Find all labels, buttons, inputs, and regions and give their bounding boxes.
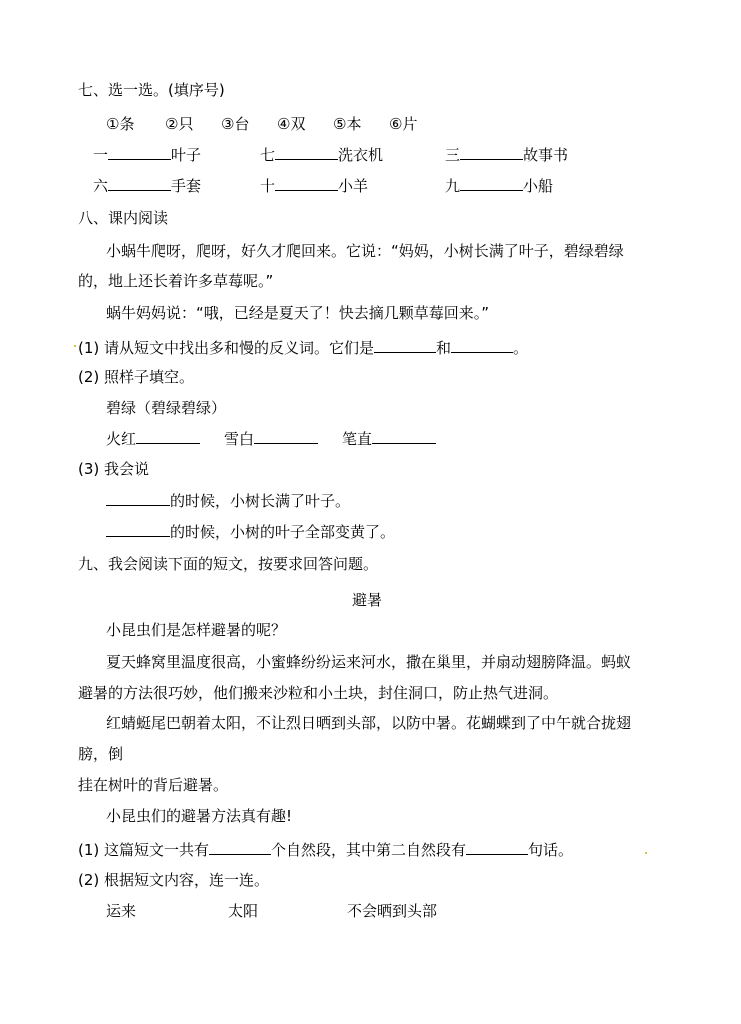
answer-blank[interactable] bbox=[108, 175, 171, 191]
answer-blank[interactable] bbox=[209, 839, 271, 855]
measure-item: 七 洗衣机 bbox=[260, 146, 384, 164]
answer-blank[interactable] bbox=[451, 337, 513, 353]
option-3: ③台 bbox=[221, 115, 250, 133]
answer-blank[interactable] bbox=[136, 428, 200, 444]
answer-blank[interactable] bbox=[460, 175, 523, 191]
answer-blank[interactable] bbox=[460, 144, 523, 160]
answer-blank[interactable] bbox=[275, 175, 338, 191]
question-9-2-title: (2) 根据短文内容，连一连。 bbox=[78, 871, 270, 889]
article-paragraph: 膀，倒 bbox=[78, 745, 124, 763]
section8-title: 八、课内阅读 bbox=[78, 209, 169, 227]
measure-item: 三 故事书 bbox=[445, 146, 569, 164]
article-title: 避暑 bbox=[352, 591, 383, 609]
answer-blank[interactable] bbox=[372, 428, 436, 444]
answer-blank[interactable] bbox=[106, 490, 170, 506]
answer-blank[interactable] bbox=[108, 144, 171, 160]
option-4: ④双 bbox=[277, 115, 306, 133]
sentence-fill: 的时候，小树的叶子全部变黄了。 bbox=[106, 521, 395, 542]
article-paragraph: 夏天蜂窝里温度很高，小蜜蜂纷纷运来河水，撒在巢里，并扇动翅膀降温。蚂蚁 bbox=[106, 653, 632, 671]
match-item[interactable]: 太阳 bbox=[228, 902, 259, 920]
article-paragraph: 小昆虫们是怎样避暑的呢？ bbox=[106, 621, 287, 639]
article-paragraph: 小昆虫们的避暑方法真有趣! bbox=[106, 807, 293, 825]
section7-title: 七、选一选。(填序号) bbox=[78, 81, 225, 99]
measure-item: 十 小羊 bbox=[260, 177, 369, 195]
article-paragraph: 红蜻蜓尾巴朝着太阳，不让烈日晒到头部，以防中暑。花蝴蝶到了中午就合拢翅 bbox=[106, 714, 632, 732]
question-8-2-title: (2) 照样子填空。 bbox=[78, 368, 195, 386]
question-8-3-title: (3) 我会说 bbox=[78, 460, 150, 478]
article-paragraph: 避暑的方法很巧妙，他们搬来沙粒和小土块，封住洞口，防止热气进洞。 bbox=[78, 684, 559, 702]
example-text: 碧绿（碧绿碧绿） bbox=[106, 399, 227, 417]
reading-paragraph: 小蜗牛爬呀，爬呀，好久才爬回来。它说：“妈妈，小树长满了叶子，碧绿碧绿 bbox=[106, 242, 624, 260]
fill-row: 火红 雪白 笔直 bbox=[106, 428, 436, 449]
reading-paragraph: 的，地上还长着许多草莓呢。” bbox=[78, 272, 274, 290]
measure-item: 六 手套 bbox=[93, 177, 202, 195]
reading-paragraph: 蜗牛妈妈说：“哦，已经是夏天了！快去摘几颗草莓回来。” bbox=[106, 304, 490, 322]
stray-mark bbox=[645, 852, 647, 854]
section9-title: 九、我会阅读下面的短文，按要求回答问题。 bbox=[78, 555, 379, 573]
option-5: ⑤本 bbox=[333, 115, 362, 133]
stray-mark bbox=[74, 345, 76, 347]
option-1: ①条 bbox=[106, 115, 135, 133]
question-9-1: (1) 这篇短文一共有 个自然段，其中第二自然段有 句话。 bbox=[78, 841, 574, 859]
answer-blank[interactable] bbox=[254, 428, 318, 444]
answer-blank[interactable] bbox=[466, 839, 528, 855]
sentence-fill: 的时候，小树长满了叶子。 bbox=[106, 490, 350, 511]
match-item[interactable]: 不会晒到头部 bbox=[347, 902, 438, 920]
answer-blank[interactable] bbox=[374, 337, 436, 353]
option-2: ②只 bbox=[165, 115, 194, 133]
answer-blank[interactable] bbox=[275, 144, 338, 160]
option-6: ⑥片 bbox=[389, 115, 418, 133]
answer-blank[interactable] bbox=[106, 521, 170, 537]
measure-item: 九 小船 bbox=[445, 177, 554, 195]
match-item[interactable]: 运来 bbox=[106, 902, 137, 920]
measure-item: 一 叶子 bbox=[93, 146, 202, 164]
question-8-1: (1) 请从短文中找出多和慢的反义词。它们是 和 。 bbox=[78, 339, 529, 357]
article-paragraph: 挂在树叶的背后避暑。 bbox=[78, 776, 229, 794]
